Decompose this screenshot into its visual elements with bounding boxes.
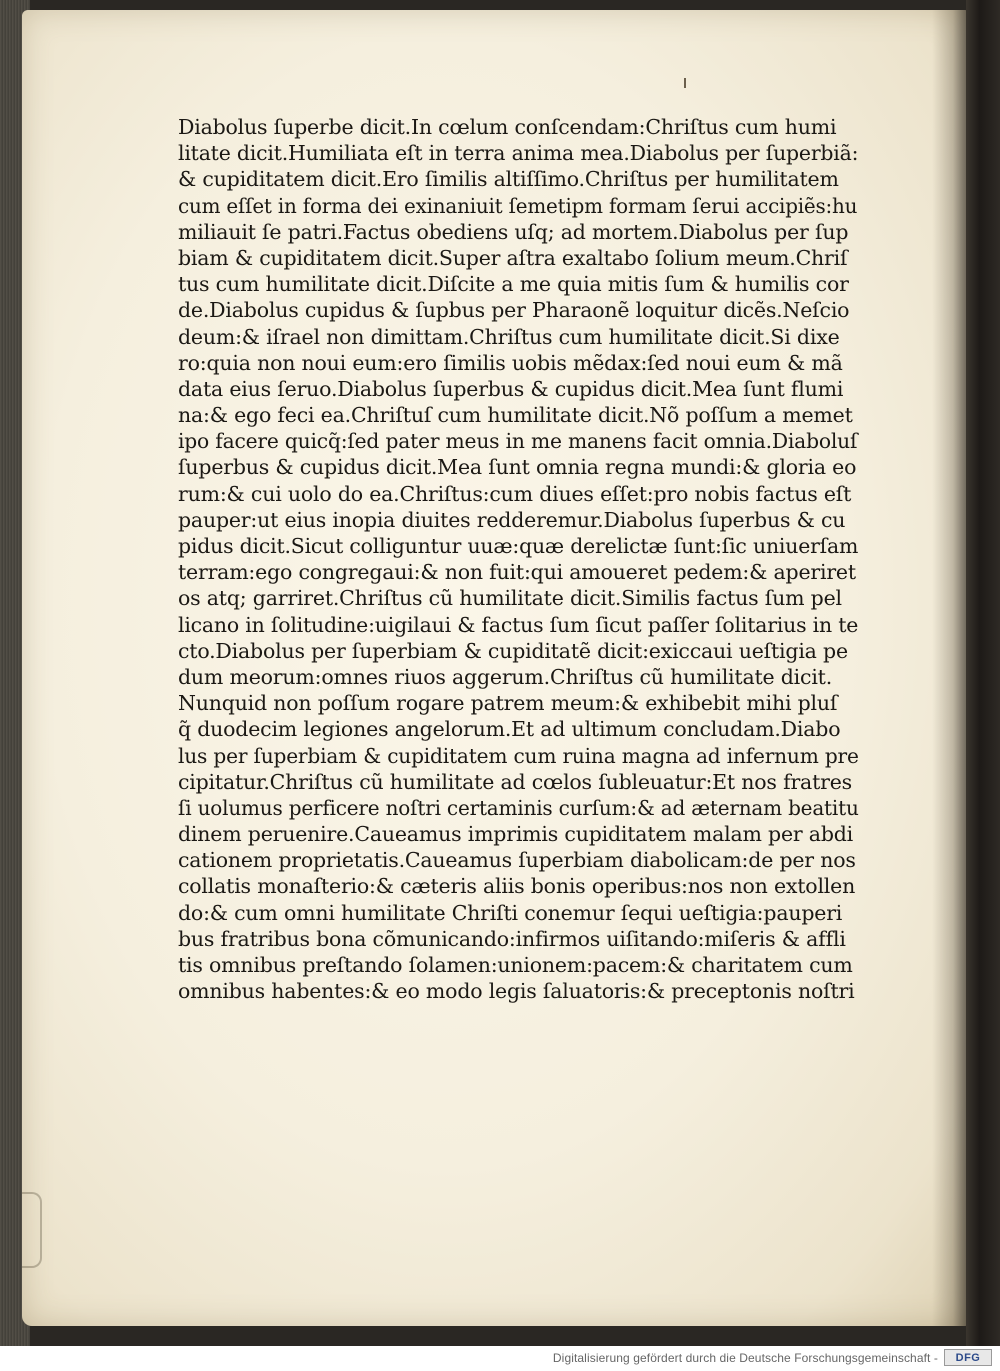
text-line: Nunquid non poſſum rogare patrem meum:& exhibebit mihi pluſ <box>178 691 838 716</box>
book-spine <box>966 0 1000 1346</box>
text-line: litate dicit.Humiliata eſt in terra anima mea.Diabolus per ſuperbiã: <box>178 141 859 166</box>
text-line: ipo facere quicq̃:ſed pater meus in me manens facit omnia.Diaboluſ <box>178 429 858 454</box>
text-line: & cupiditatem dicit.Ero ſimilis altiſſimo.Chriſtus per humilitatem <box>178 167 839 192</box>
text-line: ſi uolumus perficere noſtri certaminis curſum:& ad æternam beatitu <box>178 795 859 820</box>
printer-mark <box>684 78 686 88</box>
text-line: na:& ego feci ea.Chriſtuſ cum humilitate dicit.Nõ poſſum a memet <box>178 403 853 428</box>
page-gutter-shadow <box>932 10 967 1326</box>
dfg-logo <box>944 1349 992 1366</box>
text-line: do:& cum omni humilitate Chriſti conemur ſequi ueſtigia:pauperi <box>178 900 843 925</box>
text-line: bus fratribus bona cõmunicando:infirmos uiſitando:miſeris & affli <box>178 926 846 951</box>
text-line: cum eſſet in forma dei exinaniuit ſemetipm formam ſerui accipiẽs:hu <box>178 193 858 218</box>
text-line: collatis monaſterio:& cæteris aliis bonis operibus:nos non extollen <box>178 874 856 899</box>
footer-bar <box>0 1346 1000 1371</box>
text-line: rum:& cui uolo do ea.Chriſtus:cum diues eſſet:pro nobis factus eſt <box>178 481 852 506</box>
page-text <box>178 114 858 1004</box>
text-line: dum meorum:omnes riuos aggerum.Chriſtus cũ humilitate dicit. <box>178 664 833 689</box>
text-line: omnibus habentes:& eo modo legis ſaluatoris:& preceptonis noſtri <box>178 979 855 1004</box>
text-line: os atq; garriret.Chriſtus cũ humilitate dicit.Similis factus ſum pel <box>178 586 842 611</box>
text-line: ro:quia non noui eum:ero ſimilis uobis mẽdax:ſed noui eum & mã <box>178 350 843 375</box>
text-line: pidus dicit.Sicut colliguntur uuæ:quæ derelictæ ſunt:ſic uniuerſam <box>178 534 859 558</box>
text-line: cto.Diabolus per ſuperbiam & cupiditatẽ dicit:exiccaui ueſtigia pe <box>178 638 848 663</box>
text-line: licano in ſolitudine:uigilaui & factus ſum ſicut paſſer ſolitarius in te <box>178 612 859 637</box>
text-line: biam & cupiditatem dicit.Super aſtra exaltabo ſolium meum.Chriſ <box>178 245 848 270</box>
text-line: de.Diabolus cupidus & ſupbus per Pharaonẽ loquitur dicẽs.Neſcio <box>178 298 850 323</box>
dfg-logo-text: DFG <box>955 1351 981 1364</box>
text-line: cipitatur.Chriſtus cũ humilitate ad cœlos ſubleuatur:Et nos fratres <box>178 769 852 794</box>
text-line: cationem proprietatis.Caueamus ſuperbiam diabolicam:de per nos <box>178 848 856 873</box>
text-line: dinem peruenire.Caueamus imprimis cupiditatem malam per abdi <box>178 822 854 847</box>
text-line: miliauit ſe patri.Factus obediens uſq; ad mortem.Diabolus per ſup <box>178 219 849 244</box>
text-line: terram:ego congregaui:& non fuit:qui amoueret pedem:& aperiret <box>178 560 856 585</box>
text-line: tis omnibus preſtando ſolamen:unionem:pacem:& charitatem cum <box>178 953 853 977</box>
text-line: deum:& iſrael non dimittam.Chriſtus cum humilitate dicit.Si dixe <box>178 324 840 349</box>
clip-mark <box>22 1192 42 1268</box>
text-line: data eius ſeruo.Diabolus ſuperbus & cupidus dicit.Mea ſunt flumi <box>178 376 844 401</box>
funding-credit: Digitalisierung gefördert durch die Deutsche Forschungsgemeinschaft - <box>552 1351 938 1365</box>
text-line: q̃ duodecim legiones angelorum.Et ad ultimum concludam.Diabo <box>178 717 841 742</box>
text-line: Diabolus ſuperbe dicit.In cœlum conſcendam:Chriſtus cum humi <box>178 115 837 139</box>
text-line: tus cum humilitate dicit.Diſcite a me quia mitis ſum & humilis cor <box>178 272 849 297</box>
text-line: pauper:ut eius inopia diuites redderemur.Diabolus ſuperbus & cu <box>178 507 846 532</box>
text-line: lus per ſuperbiam & cupiditatem cum ruina magna ad infernum pre <box>178 743 859 768</box>
text-line: ſuperbus & cupidus dicit.Mea ſunt omnia regna mundi:& gloria eo <box>178 455 857 480</box>
